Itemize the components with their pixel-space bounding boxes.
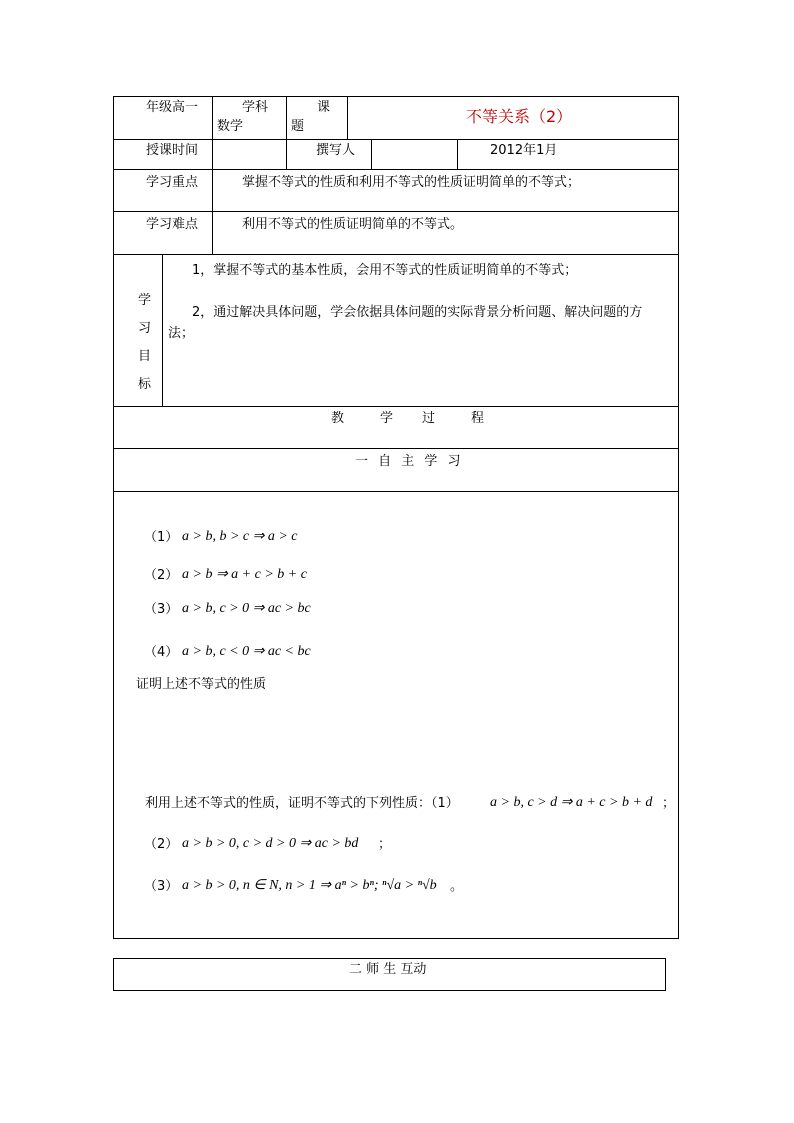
row-divider bbox=[113, 169, 679, 170]
col-divider bbox=[371, 139, 372, 169]
row-divider bbox=[113, 211, 679, 212]
objectives-label-char: 学 bbox=[138, 293, 152, 308]
author-label: 撰写人 bbox=[316, 143, 356, 158]
col-divider bbox=[286, 139, 287, 169]
property-number: （3） bbox=[144, 602, 179, 617]
objectives-label-char: 习 bbox=[138, 321, 152, 336]
difficulty-label: 学习难点 bbox=[146, 217, 199, 232]
prove-instruction: 证明上述不等式的性质 bbox=[136, 677, 267, 692]
key-points-text: 掌握不等式的性质和利用不等式的性质证明简单的不等式； bbox=[242, 175, 581, 190]
row-divider bbox=[113, 139, 679, 140]
property-expression: a > b ⇒ a + c > b + c bbox=[182, 567, 307, 582]
objective-item-2-line1: 2，通过解决具体问题，学会依据具体问题的实际背景分析问题、解决问题的方 bbox=[192, 305, 643, 320]
property-expression: a > b, c > d ⇒ a + c > b + d bbox=[490, 795, 653, 810]
process-heading-char: 程 bbox=[471, 411, 485, 426]
col-divider bbox=[347, 96, 348, 139]
row-divider bbox=[113, 491, 679, 492]
subject-value: 数学 bbox=[217, 119, 244, 134]
property-number: （3） bbox=[144, 879, 179, 894]
semicolon: ； bbox=[662, 796, 676, 811]
property-expression: a > b, b > c ⇒ a > c bbox=[182, 529, 298, 544]
time-label: 授课时间 bbox=[146, 143, 199, 158]
row-divider bbox=[113, 254, 679, 255]
objectives-label-char: 标 bbox=[138, 377, 152, 392]
col-divider bbox=[212, 169, 213, 254]
process-heading-char: 过 bbox=[422, 411, 436, 426]
property-expression: a > b, c > 0 ⇒ ac > bc bbox=[182, 601, 311, 616]
date-value: 2012年1月 bbox=[490, 143, 558, 158]
topic-label-top: 课 bbox=[317, 100, 331, 115]
row-divider bbox=[113, 406, 679, 407]
lesson-title: 不等关系（2） bbox=[466, 107, 573, 126]
process-heading-char: 教 bbox=[331, 411, 345, 426]
property-number: （4） bbox=[144, 645, 179, 660]
use-instruction: 利用上述不等式的性质，证明不等式的下列性质：（1） bbox=[145, 796, 459, 811]
property-expression: a > b > 0, c > d > 0 ⇒ ac > bd bbox=[182, 836, 359, 851]
topic-label-bottom: 题 bbox=[291, 119, 305, 134]
property-expression: a > b, c < 0 ⇒ ac < bc bbox=[182, 644, 311, 659]
property-expression: a > b > 0, n ∈ N, n > 1 ⇒ aⁿ > bⁿ; ⁿ√a > ⁿ√b bbox=[182, 878, 437, 893]
objective-item-1: 1，掌握不等式的基本性质，会用不等式的性质证明简单的不等式； bbox=[192, 263, 578, 278]
semicolon: ； bbox=[378, 837, 392, 852]
difficulty-text: 利用不等式的性质证明简单的不等式。 bbox=[242, 217, 464, 232]
col-divider bbox=[286, 96, 287, 139]
col-divider bbox=[162, 254, 163, 406]
grade-label: 年级高一 bbox=[146, 100, 199, 115]
col-divider bbox=[212, 139, 213, 169]
subject-label: 学科 bbox=[242, 100, 269, 115]
property-number: （1） bbox=[144, 530, 179, 545]
row-divider bbox=[113, 448, 679, 449]
col-divider bbox=[457, 139, 458, 169]
col-divider bbox=[212, 96, 213, 139]
property-number: （2） bbox=[144, 837, 179, 852]
section2-heading: 二 师 生 互动 bbox=[349, 962, 427, 977]
property-number: （2） bbox=[144, 568, 179, 583]
process-heading-char: 学 bbox=[380, 411, 394, 426]
period: 。 bbox=[450, 879, 464, 894]
key-points-label: 学习重点 bbox=[146, 175, 199, 190]
objective-item-2-line2: 法； bbox=[168, 326, 195, 341]
section1-heading: 一 自 主 学 习 bbox=[355, 454, 464, 469]
objectives-label-char: 目 bbox=[138, 349, 152, 364]
